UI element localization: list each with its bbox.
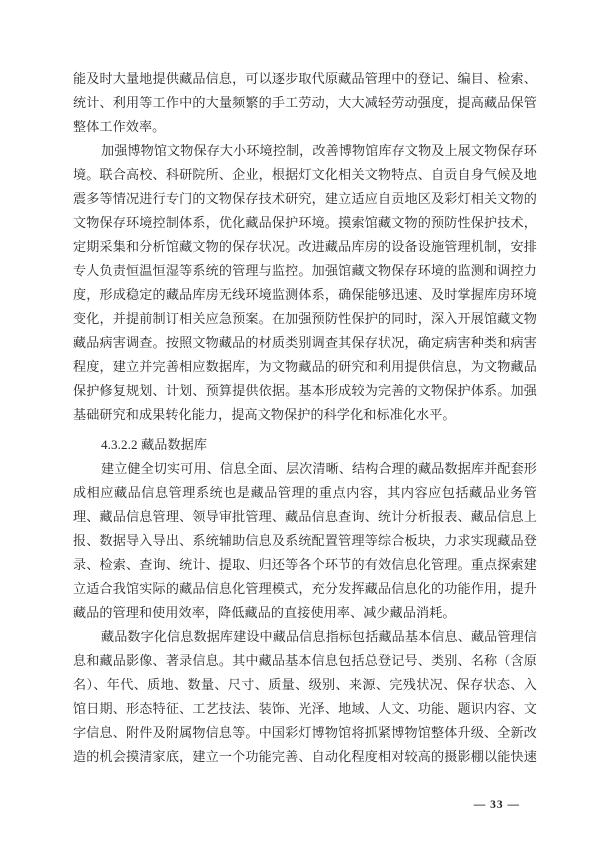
text-line: 程度，建立并完善相应数据库，为文物藏品的研究和利用提供信息，为文物藏品 — [73, 359, 537, 374]
text-line: 能及时大量地提供藏品信息，可以逐步取代原藏品管理中的登记、编目、检索、 — [73, 71, 537, 86]
paragraph-digital-information — [73, 625, 537, 769]
paragraph-continuation — [73, 67, 537, 139]
text-line: 理、藏品信息管理、领导审批管理、藏品信息查询、统计分析报表、藏品信息上 — [73, 509, 537, 524]
text-line: 专人负责恒温恒湿等系统的管理与监控。加强馆藏文物保存环境的监测和调控力 — [73, 263, 537, 278]
text-line: 息和藏品影像、著录信息。其中藏品基本信息包括总登记号、类别、名称（含原 — [73, 653, 537, 668]
text-line: 藏品数字化信息数据库建设中藏品信息指标包括藏品基本信息、藏品管理信 — [101, 629, 537, 644]
text-line: 报、数据导入导出、系统辅助信息及系统配置管理等综合板块，力求实现藏品登 — [73, 533, 537, 548]
page-number: — 33 — — [473, 799, 520, 811]
text-line: 度，形成稳定的藏品库房无线环境监测体系，确保能够迅速、及时掌握库房环境 — [73, 287, 537, 302]
text-line: 震多等情况进行专门的文物保存技术研究，建立适应自贡地区及彩灯相关文物的 — [73, 191, 537, 206]
text-line: 变化，并提前制订相关应急预案。在加强预防性保护的同时，深入开展馆藏文物 — [73, 311, 537, 326]
text-line: 藏品病害调查。按照文物藏品的材质类别调查其保存状况，确定病害种类和病害 — [73, 335, 537, 350]
text-line: 保护修复规划、计划、预算提供依据。基本形成较为完善的文物保护体系。加强 — [73, 383, 537, 398]
text-line: 馆日期、形态特征、工艺技法、装饰、光泽、地域、人文、功能、题识内容、文 — [73, 701, 537, 716]
section-heading-text: 4.3.2.2 藏品数据库 — [101, 437, 208, 452]
text-line: 录、检索、查询、统计、提取、归还等各个环节的有效信息化管理。重点探索建 — [73, 557, 537, 572]
text-line: 加强博物馆文物保存大小环境控制，改善博物馆库存文物及上展文物保存环 — [101, 143, 537, 158]
text-line: 统计、利用等工作中的大量频繁的手工劳动，大大减轻劳动强度，提高藏品保管 — [73, 95, 537, 110]
text-line: 定期采集和分析馆藏文物的保存状况。改进藏品库房的设备设施管理机制，安排 — [73, 239, 537, 254]
text-line: 造的机会摸清家底，建立一个功能完善、自动化程度相对较高的摄影棚以能快速 — [73, 749, 537, 764]
text-line: 境。联合高校、科研院所、企业，根据灯文化相关文物特点、自贡自身气候及地 — [73, 167, 537, 182]
text-line: 基础研究和成果转化能力，提高文物保护的科学化和标准化水平。 — [73, 407, 456, 422]
paragraph-collection-database — [73, 457, 537, 625]
document-body — [73, 67, 537, 769]
paragraph-environment-protection — [73, 139, 537, 427]
section-heading-4-3-2-2 — [73, 433, 537, 457]
text-line: 字信息、附件及附属物信息等。中国彩灯博物馆将抓紧博物馆整体升级、全新改 — [73, 725, 537, 740]
text-line: 藏品的管理和使用效率，降低藏品的直接使用率、减少藏品消耗。 — [73, 605, 456, 620]
text-line: 文物保存环境控制体系，优化藏品保护环境。摸索馆藏文物的预防性保护技术， — [73, 215, 537, 230]
text-line: 名）、年代、质地、数量、尺寸、质量、级别、来源、完残状况、保存状态、入 — [73, 677, 537, 692]
text-line: 整体工作效率。 — [73, 119, 166, 134]
text-line: 建立健全切实可用、信息全面、层次清晰、结构合理的藏品数据库并配套形 — [101, 461, 537, 476]
text-line: 成相应藏品信息管理系统也是藏品管理的重点内容，其内容应包括藏品业务管 — [73, 485, 537, 500]
text-line: 立适合我馆实际的藏品信息化管理模式，充分发挥藏品信息化的功能作用，提升 — [73, 581, 537, 596]
